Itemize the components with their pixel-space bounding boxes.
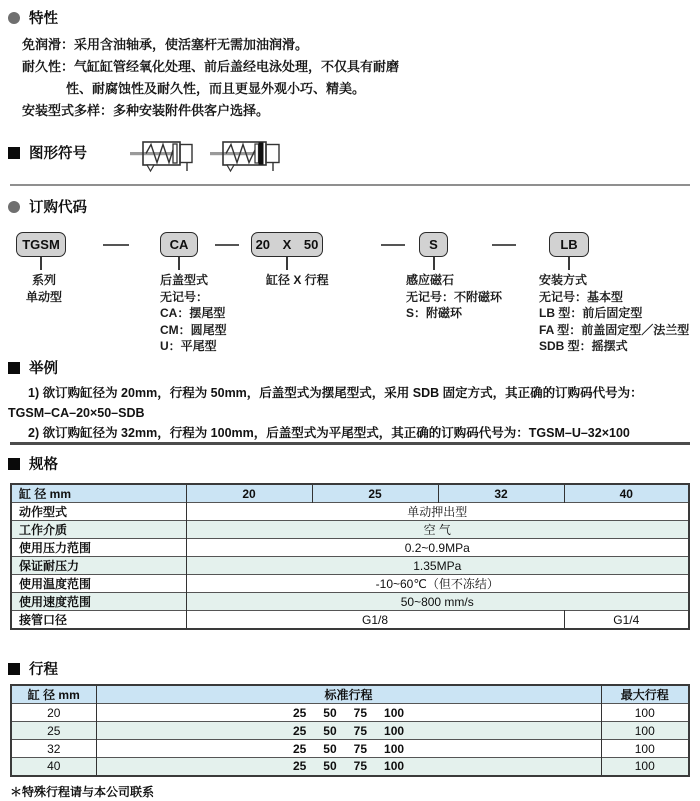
desc-line: S：附磁环 xyxy=(406,306,463,320)
code-description-rear-cover xyxy=(160,272,227,355)
desc-line: LB 型：前后固定型 xyxy=(539,306,643,320)
col-header: 最大行程 xyxy=(601,685,689,704)
desc-line: 无记号： xyxy=(160,289,209,304)
desc-line: SDB 型：摇摆式 xyxy=(539,339,628,353)
section-title: 图形符号 xyxy=(29,146,87,162)
graphic-symbols-section xyxy=(8,136,688,178)
section-title: 行程 xyxy=(29,662,58,678)
connector-line xyxy=(568,257,570,270)
examples-title-row xyxy=(8,357,696,378)
stroke-table xyxy=(10,684,690,777)
desc-line: 感应磁石 xyxy=(406,273,455,287)
section-divider xyxy=(10,184,690,186)
spec-label: 保证耐压力 xyxy=(11,557,186,575)
desc-line: 无记号：基本型 xyxy=(539,289,624,304)
bore-cell: 40 xyxy=(11,758,96,776)
dash-connector xyxy=(381,244,405,246)
circle-bullet-icon xyxy=(8,201,20,213)
table-row xyxy=(11,593,689,611)
code-box-series: TGSM xyxy=(16,232,66,257)
stroke-value: 25 xyxy=(292,723,307,738)
col-header: 40 xyxy=(564,484,689,503)
specs-title-row xyxy=(8,453,58,474)
section-title: 规格 xyxy=(29,457,58,473)
table-row xyxy=(11,557,689,575)
code-description-series xyxy=(14,272,74,305)
table-row xyxy=(11,740,689,758)
spec-value: 50~800 mm/s xyxy=(186,593,689,611)
stroke-value: 100 xyxy=(384,705,405,720)
max-stroke-cell: 100 xyxy=(601,740,689,758)
spec-value: 单动押出型 xyxy=(186,503,689,521)
table-row xyxy=(11,575,689,593)
standard-stroke-cell xyxy=(96,722,601,740)
spec-label: 使用温度范围 xyxy=(11,575,186,593)
square-bullet-icon xyxy=(8,147,20,159)
connector-line xyxy=(286,257,288,270)
stroke-value: 25 xyxy=(292,741,307,756)
spec-value: G1/4 xyxy=(564,611,689,630)
col-header: 20 xyxy=(186,484,312,503)
desc-line: 单动型 xyxy=(25,289,62,304)
feature-line: 免润滑：采用含油轴承，使活塞杆无需加油润滑。 xyxy=(22,37,309,52)
code-description-magnet xyxy=(406,272,502,322)
features-body xyxy=(8,34,678,122)
table-row xyxy=(11,521,689,539)
stroke-value: 75 xyxy=(353,741,368,756)
max-stroke-cell: 100 xyxy=(601,722,689,740)
code-description-bore-stroke xyxy=(266,272,329,289)
spec-label: 使用压力范围 xyxy=(11,539,186,557)
desc-line: 后盖型式 xyxy=(160,273,209,287)
special-stroke-footnote: ＊特殊行程请与本公司联系 xyxy=(10,785,155,799)
bore-cell: 25 xyxy=(11,722,96,740)
section-divider xyxy=(10,442,690,445)
col-header: 25 xyxy=(312,484,438,503)
desc-line: CA：摆尾型 xyxy=(160,306,226,320)
standard-stroke-cell xyxy=(96,704,601,722)
col-header: 标准行程 xyxy=(96,685,601,704)
square-bullet-icon xyxy=(8,458,20,470)
connector-line xyxy=(433,257,435,270)
ordering-code-section xyxy=(0,196,700,356)
code-description-mounting xyxy=(539,272,689,355)
square-bullet-icon xyxy=(8,663,20,675)
connector-line xyxy=(40,257,42,270)
desc-line: CM：圆尾型 xyxy=(160,322,227,337)
stroke-value: 25 xyxy=(292,759,307,774)
bore-cell: 32 xyxy=(11,740,96,758)
desc-line: 系列 xyxy=(31,273,56,287)
cylinder-symbol-icon xyxy=(130,137,194,173)
section-title: 举例 xyxy=(29,361,58,377)
table-row xyxy=(11,758,689,776)
circle-bullet-icon xyxy=(8,12,20,24)
stroke-value: 50 xyxy=(323,741,337,756)
examples-section xyxy=(8,357,696,444)
bore-cell: 20 xyxy=(11,704,96,722)
spec-value: -10~60℃（但不冻结） xyxy=(186,575,689,593)
section-title: 订购代码 xyxy=(29,200,87,216)
feature-line: 耐久性：气缸缸管经氧化处理、前后盖经电泳处理，不仅具有耐磨 xyxy=(22,59,400,74)
stroke-value: 100 xyxy=(384,723,405,738)
feature-line: 安装型式多样：多种安装附件供客户选择。 xyxy=(22,103,270,118)
stroke-value: 75 xyxy=(353,759,368,774)
desc-line: FA 型：前盖固定型／法兰型 xyxy=(539,322,690,337)
spec-value: 1.35MPa xyxy=(186,557,689,575)
table-row xyxy=(11,722,689,740)
table-row xyxy=(11,685,689,704)
specs-table xyxy=(10,483,690,630)
table-row xyxy=(11,503,689,521)
code-box-bore-stroke: 20 X 50 xyxy=(251,232,323,257)
spec-value: 空 气 xyxy=(186,521,689,539)
desc-line: 无记号：不附磁环 xyxy=(406,289,503,304)
symbols-title-row xyxy=(8,142,87,163)
spec-value: 0.2~0.9MPa xyxy=(186,539,689,557)
spec-label: 动作型式 xyxy=(11,503,186,521)
desc-line: U：平尾型 xyxy=(160,339,217,353)
max-stroke-cell: 100 xyxy=(601,704,689,722)
dash-connector xyxy=(103,244,129,246)
ordering-title-row xyxy=(8,196,87,217)
feature-line: 性、耐腐蚀性及耐久性，而且更显外观小巧、精美。 xyxy=(66,81,366,96)
table-row xyxy=(11,484,689,503)
stroke-value: 25 xyxy=(292,705,307,720)
max-stroke-cell: 100 xyxy=(601,758,689,776)
dash-connector xyxy=(492,244,516,246)
stroke-value: 75 xyxy=(353,723,368,738)
col-header: 32 xyxy=(438,484,564,503)
example-line: 2) 欲订购缸径为 32mm，行程为 100mm，后盖型式为平尾型式，其正确的订购码代号为：TGSM–U–32×100 xyxy=(28,426,630,440)
stroke-value: 75 xyxy=(353,705,368,720)
desc-line: 安装方式 xyxy=(539,273,588,287)
spec-value: G1/8 xyxy=(186,611,564,630)
spec-label: 工作介质 xyxy=(11,521,186,539)
col-header: 缸 径 mm xyxy=(11,484,186,503)
code-box-rear-cover: CA xyxy=(160,232,198,257)
section-title: 特性 xyxy=(29,11,58,27)
stroke-title-row xyxy=(8,658,58,679)
stroke-value: 50 xyxy=(323,705,337,720)
stroke-value: 50 xyxy=(323,723,337,738)
square-bullet-icon xyxy=(8,362,20,374)
col-header: 缸 径 mm xyxy=(11,685,96,704)
connector-line xyxy=(178,257,180,270)
stroke-value: 100 xyxy=(384,741,405,756)
features-title-row xyxy=(8,7,678,28)
example-line: 1) 欲订购缸径为 20mm，行程为 50mm，后盖型式为摆尾型式，采用 SDB 固定方式，其正确的订购码代号为： xyxy=(28,386,643,400)
code-box-magnet: S xyxy=(419,232,448,257)
cylinder-symbol-magnetic-icon xyxy=(210,137,284,173)
stroke-value: 50 xyxy=(323,759,337,774)
spec-label: 接管口径 xyxy=(11,611,186,630)
table-row xyxy=(11,539,689,557)
dash-connector xyxy=(215,244,239,246)
code-box-mounting: LB xyxy=(549,232,589,257)
stroke-value: 100 xyxy=(384,759,405,774)
features-section xyxy=(8,7,678,122)
spec-label: 使用速度范围 xyxy=(11,593,186,611)
example-code: TGSM–CA–20×50–SDB xyxy=(8,406,145,420)
table-row xyxy=(11,611,689,630)
standard-stroke-cell xyxy=(96,758,601,776)
table-row xyxy=(11,704,689,722)
desc-line: 缸径 X 行程 xyxy=(266,273,329,287)
standard-stroke-cell xyxy=(96,740,601,758)
